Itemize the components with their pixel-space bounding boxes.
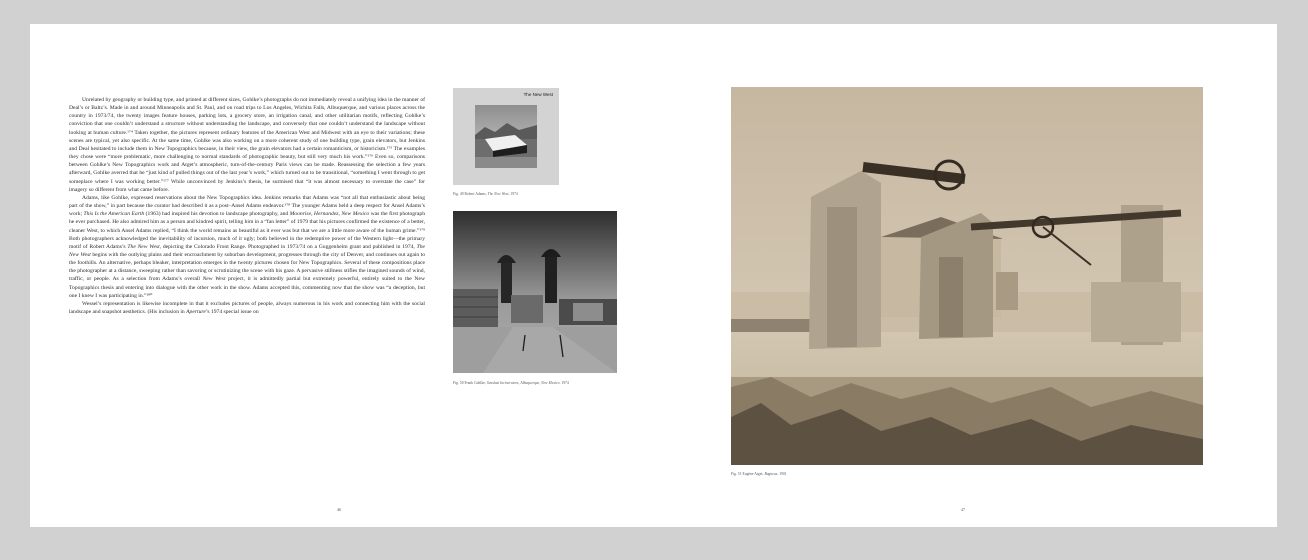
left-page (30, 24, 653, 527)
bagneux-photo (731, 87, 1203, 465)
body-text (69, 96, 425, 316)
figure-50-caption: Fig. 50 Frank Gohlke, Sawdust Incinerators, Albuquerque, New Mexico, 1974 (453, 381, 569, 385)
figure-51-caption: Fig. 51 Eugène Atget, Bagneux, 1901 (731, 472, 787, 476)
book-cover-photo (475, 105, 537, 168)
sawdust-incinerators-photo (453, 211, 617, 373)
page-number-right: 47 (961, 507, 965, 512)
book-spread (30, 24, 1277, 527)
figure-49-caption: Fig. 49 Robert Adams, The New West, 1974 (453, 192, 518, 196)
page-number-left: 46 (337, 507, 341, 512)
figure-50 (453, 211, 617, 385)
figure-49 (453, 88, 559, 196)
figure-51 (731, 87, 1203, 476)
body-paragraph: Unrelated by geography or building type, and printed at different sizes, Gohlke’s photographs do not immediately reveal a unifying idea in the manner of Deal’s or Baltz’s. Made in and around Minneapolis and St. Paul, and on road trips to Los Angeles, Wichita Falls, Albuquerque, and various places across the country in 1973/74, the twenty images feature houses, parking lots, a grocery store, an irrigation canal, and other utilitarian motifs, reflecting Gohlke’s conviction that one couldn’t understand a structure without understanding the landscape, and conversely that one couldn’t understand the landscape without looking at human culture.¹⁷⁴ Taken together, the pictures represent ordinary features of the American West and Midwest with an eye to their variations; these scenes are typical, yet also specific. At the same time, Gohlke was also working on a more coherent study of one building type, grain elevators, but Jenkins and Deal hesitated to include them in New Topographics because, in their view, the grain elevators had a certain romanticism, or historicism.¹⁷⁵ The examples they chose were “more problematic, more challenging to normal standards of photographic beauty, but still very much his work.”¹⁷⁶ Even so, comparisons between Gohlke’s New Topographics work and Atget’s atmospheric, turn-of-the-century Paris views can be made. Reassessing the selection a few years afterward, Gohlke averred that he “just kind of pulled things out of the last year’s work,” which turned out to be transitional, “something I went through to get someplace where I was working better.”¹⁷⁷ While unconvinced by Jenkins’s thesis, he surmised that “it was almost necessary to overstate the case” for imagery so different from what came before. (69, 97, 425, 193)
book-cover-image (453, 88, 559, 185)
body-paragraph: Wessel’s representation is likewise incomplete in that it excludes pictures of people, always numerous in his work and connecting him with the social landscape and snapshot aesthetics. (His inclusion in Aperture’s 1974 special issue on (69, 300, 425, 316)
body-paragraph: Adams, like Gohlke, expressed reservations about the New Topographics idea. Jenkins remarks that Adams was “not all that enthusiastic about being part of the show,” in part because the curator had described it as a post–Ansel Adams endeavor.¹⁷⁸ The younger Adams held a deep respect for Ansel Adams’s work; This Is the American Earth (1963) had inspired his devotion to landscape photography, and Moonrise, Hernandez, New Mexico was the first photograph he ever purchased. He also admired him as a person and kindred spirit, telling him in a “fan letter” of 1979 that his pictures confirmed the existence of a better, cleaner West, to which Ansel Adams replied, “I think the world remains as beautiful as it ever was but that we are a little more aware of the human grime.”¹⁷⁹ Both photographers acknowledged the inevitability of incursion, much of it ugly; both believed in the redemptive power of the Western light—the primary motif of Robert Adams’s The New West, depicting the Colorado Front Range. Photographed in 1973/74 on a Guggenheim grant and published in 1974, The New West begins with the outlying plains and their encroachment by suburban development, progresses through the city of Denver, and continues out again to the foothills. An alternative, perhaps bleaker, interpretation emerges in the twenty pictures chosen for New Topographics. Several of these compositions place the photographer at a distance, sweeping rather than savoring or scrutinizing the scene with his gaze. A pervasive stillness stifles the imagined sounds of wind, traffic, or people. As a selection from Adams’s overall New West project, it is admittedly partial but extremely powerful, entirely suited to the New Topographics thesis and entering into dialogue with the other work in the show. Adams accepted this, commenting now that the show was “a deception, but one I knew I was participating in.”¹⁸⁰ (69, 194, 426, 299)
book-cover-title: The New West (523, 92, 553, 97)
right-page (653, 24, 1277, 527)
